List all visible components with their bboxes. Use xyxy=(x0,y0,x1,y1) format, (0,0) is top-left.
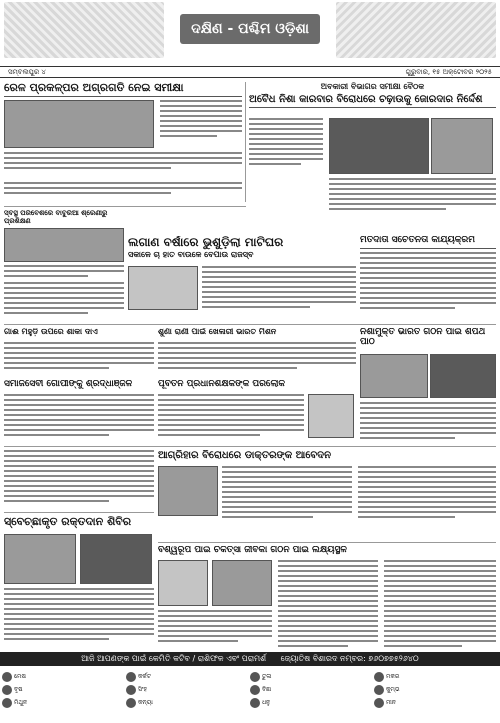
article-photo xyxy=(430,354,496,398)
article-environment xyxy=(4,210,124,278)
article-photo xyxy=(4,228,124,262)
zodiac-icon xyxy=(250,672,260,682)
masthead-left-art xyxy=(4,2,164,58)
article-photo xyxy=(360,354,428,398)
article-drug-free-oath xyxy=(360,328,496,444)
article-blood-donation xyxy=(4,516,154,648)
horoscope-grid xyxy=(0,668,500,723)
horoscope-title: ଆଜି ଆପଣଙ୍କ ପାଇଁ କେମିତି କଟିବ / ରାଶିଫଳ ଏବଂ ପରାମର୍ଶ xyxy=(81,654,267,663)
zodiac-icon xyxy=(374,672,384,682)
zodiac-icon xyxy=(2,672,12,682)
article-training xyxy=(4,282,124,322)
headline: ରେଳ ପ୍ରକଳ୍ପର ଅଗ୍ରଗତି ନେଇ ସମୀକ୍ଷା xyxy=(4,82,242,97)
masthead xyxy=(0,0,500,64)
article-photo xyxy=(431,118,493,174)
headline: ସ୍ବସ୍ଥ ପରିବେଶରେ ବାବୁରିଆ ଶ୍ରେଣୀରୁ ପ୍ରଶିକ୍ଷଣ xyxy=(4,210,108,225)
astrologer-phone: ଜ୍ୟୋତିଷ ବିଶାରଦ ନମ୍ବର: ୭୬୦୭୭୫୨୬୪୦ xyxy=(280,654,419,663)
article-photo xyxy=(308,394,354,438)
headline: ନିଶାମୁକ୍ତ ଭାରତ ଗଠନ ପାଇଁ ଶପଥ ପାଠ xyxy=(360,328,486,347)
article-continuation xyxy=(4,182,242,202)
headline: ପୂର୍ବତନ ପ୍ରଧାନଶିକ୍ଷକଙ୍କ ପରଲୋକ xyxy=(158,380,286,389)
zodiac-icon xyxy=(2,698,12,708)
article-cattle xyxy=(4,328,154,376)
zodiac-icon xyxy=(250,685,260,695)
zodiac-icon xyxy=(2,685,12,695)
article-voter-awareness xyxy=(360,236,496,320)
zodiac-icon xyxy=(126,698,136,708)
headline: ଲଗାଣ ବର୍ଷାରେ ଭୁଶୁଡ଼ିଲା ମାଟିଘର xyxy=(128,236,284,249)
horoscope-item: କନ୍ୟା xyxy=(126,696,250,709)
subheadline: ସକାଳେ ଚା ହାତ ବାଉଳେ ବେପାଉ ରାଜସ୍ବ xyxy=(128,250,254,260)
article-drug-crackdown xyxy=(249,82,496,232)
article-photo xyxy=(158,560,208,606)
article-doctor-appeal xyxy=(158,450,496,540)
article-house-collapse xyxy=(128,236,356,320)
horoscope-item: ମେଷ xyxy=(2,670,126,683)
article-misc-left xyxy=(4,450,154,510)
article-rail-review xyxy=(4,82,242,180)
headline: ସମାଜସେବୀ ଗୋପୀଙ୍କୁ ଶ୍ରଦ୍ଧାଞ୍ଜଳି xyxy=(4,380,133,389)
horoscope-item: ସିଂହ xyxy=(126,683,250,696)
zodiac-icon xyxy=(250,698,260,708)
headline: ଅବୈଧ ନିଶା କାରବାର ବିରୋଧରେ ଚଢ଼ାଉକୁ ଜୋରଦାର ନିର୍ଦ୍ଦେଶ xyxy=(249,94,496,108)
horoscope-item: ମିଥୁନ xyxy=(2,696,126,709)
zodiac-icon xyxy=(126,672,136,682)
article-sports xyxy=(158,328,356,376)
zodiac-icon xyxy=(126,685,136,695)
masthead-right-art xyxy=(336,2,496,58)
headline: ଗାଈ ମହୁଡ଼ି ଉପରେ ଶାକା ଦାଏ xyxy=(4,328,98,336)
page-number: ସମ୍ବଲପୁର ୪ xyxy=(8,68,46,76)
horoscope-item: ଧନୁ xyxy=(250,696,374,709)
kicker: ଅବକାରୀ ବିଭାଗର ସମୀକ୍ଷା ବୈଠକ xyxy=(320,82,425,91)
article-photo xyxy=(329,118,429,174)
horoscope-banner xyxy=(0,652,500,666)
zodiac-icon xyxy=(374,685,384,695)
horoscope-item: ବିଛା xyxy=(250,683,374,696)
article-photo xyxy=(4,100,154,148)
section-title: ଦକ୍ଷିଣ - ପଶ୍ଚିମ ଓଡ଼ିଶା xyxy=(180,14,320,44)
horoscope-item: ବୃଷ xyxy=(2,683,126,696)
horoscope-item: ମକର xyxy=(374,670,498,683)
headline: ସ୍ବେଚ୍ଛାକୃତ ରକ୍ତଦାନ ଶିବିର xyxy=(4,516,132,528)
horoscope-item: ମୀନ xyxy=(374,696,498,709)
headline: ଆଗ୍ରିହାର ବିରୋଧରେ ଡାକ୍ତରଙ୍କ ଆବେଦନ xyxy=(158,450,331,461)
headline: ମତଦାତା ସଚେତନତା କାର୍ଯ୍ୟକ୍ରମ xyxy=(360,236,496,249)
article-photo xyxy=(212,560,272,606)
headline: ଶୁଣା ରାଣୀ ପାଇଁ ଖେଳାରୀ ଭାରତ ମିଶନ xyxy=(158,328,277,336)
article-photo xyxy=(128,266,198,310)
article-photo xyxy=(4,534,76,584)
horoscope-item: କୁମ୍ଭ xyxy=(374,683,498,696)
article-headmaster-obit xyxy=(158,380,356,442)
dateline xyxy=(0,66,500,78)
article-tribute xyxy=(4,380,154,442)
headline: ବିଶ୍ୱରୂପ ପାଇଁ ଚିକିତ୍ସା ଜୀବିକା ଗଠନ ପାଇଁ ଲକ୍ଷ୍ୟସ୍ଥଳ xyxy=(158,546,347,555)
horoscope-item: ତୁଳା xyxy=(250,670,374,683)
horoscope-item: କର୍କଟ xyxy=(126,670,250,683)
article-photo xyxy=(158,466,218,516)
issue-date: ଗୁରୁବାର, ୧୫ ଅକ୍ଟୋବର ୨୦୨୫ xyxy=(405,68,492,76)
zodiac-icon xyxy=(374,698,384,708)
article-photo xyxy=(80,534,152,584)
article-livelihood xyxy=(158,546,496,648)
